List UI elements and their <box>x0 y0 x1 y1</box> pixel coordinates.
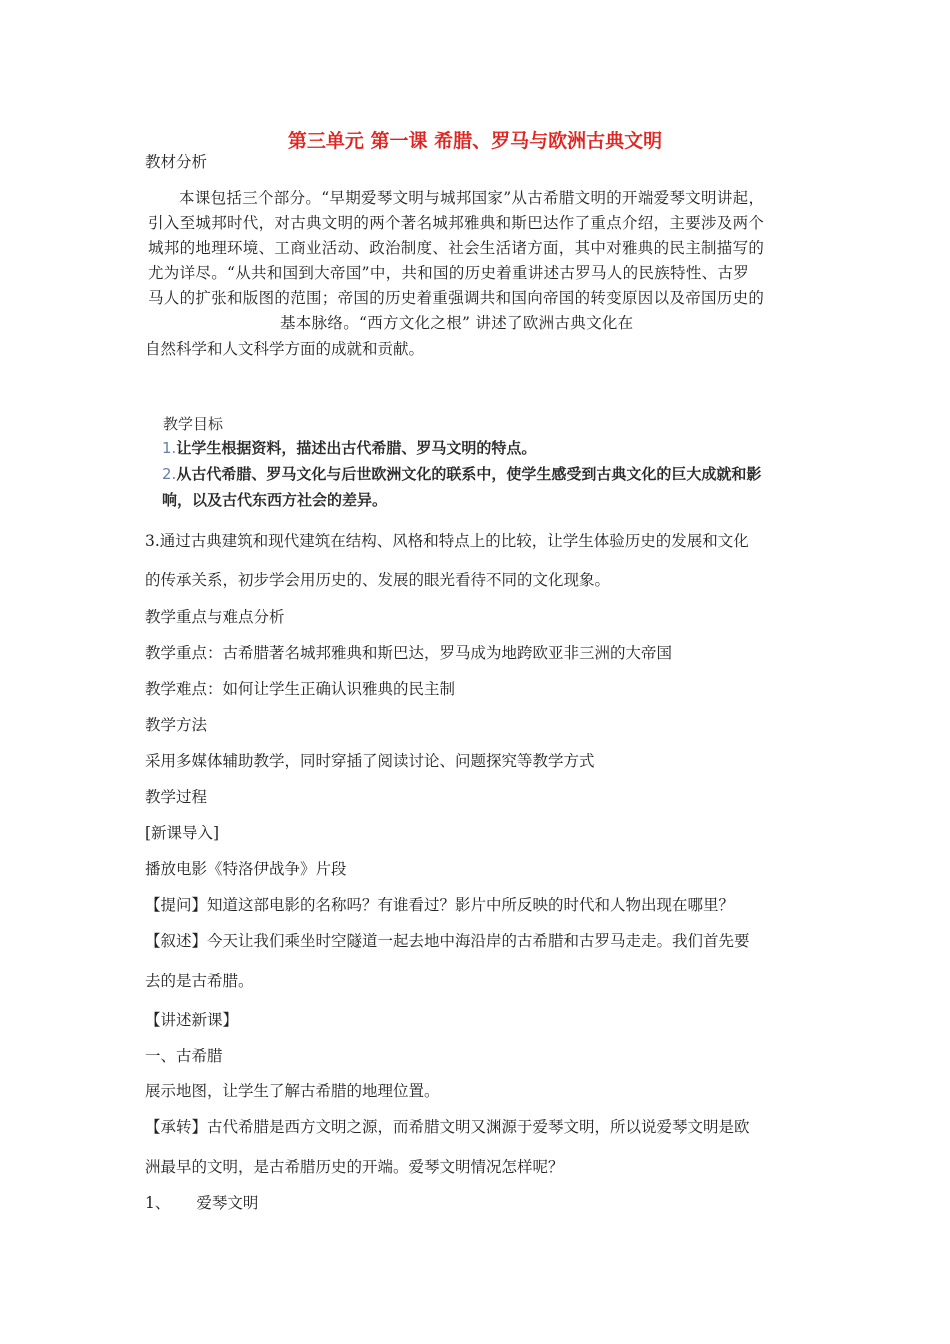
narrate-line: 【叙述】今天让我们乘坐时空隧道一起去地中海沿岸的古希腊和古罗马走走。我们首先要 <box>145 932 750 950</box>
subsection-1 <box>145 1193 258 1213</box>
show-map: 展示地图，让学生了解古希腊的地理位置。 <box>145 1082 440 1100</box>
intro-heading: [新课导入] <box>145 824 220 842</box>
subsection-number: 1、 <box>145 1194 171 1212</box>
question: 【提问】知道这部电影的名称吗？有谁看过？影片中所反映的时代和人物出现在哪里？ <box>145 896 735 914</box>
page-title: 第三单元 第一课 希腊、罗马与欧洲古典文明 <box>287 130 663 152</box>
analysis-line: 自然科学和人文科学方面的成就和贡献。 <box>145 340 425 358</box>
goals-heading: 教学目标 <box>163 415 224 433</box>
analysis-line: 马人的扩张和版图的范围；帝国的历史着重强调共和国向帝国的转变原因以及帝国历史的 <box>148 289 765 307</box>
analysis-line: 基本脉络。“西方文化之根” 讲述了欧洲古典文化在 <box>280 314 634 332</box>
goal-number: 2. <box>162 465 177 483</box>
analysis-heading: 教材分析 <box>145 153 208 171</box>
section-heading: 教学过程 <box>145 788 208 806</box>
analysis-line: 引入至城邦时代，对古典文明的两个著名城邦雅典和斯巴达作了重点介绍，主要涉及两个 <box>148 214 765 232</box>
goal-item-2 <box>162 464 761 484</box>
goal-item-2-cont: 响，以及古代东西方社会的差异。 <box>162 491 388 509</box>
transition-line: 【承转】古代希腊是西方文明之源，而希腊文明又渊源于爱琴文明，所以说爱琴文明是欧 <box>145 1118 750 1136</box>
intro-play: 播放电影《特洛伊战争》片段 <box>145 860 347 878</box>
key-point: 教学重点：古希腊著名城邦雅典和斯巴达，罗马成为地跨欧亚非三洲的大帝国 <box>145 644 673 662</box>
analysis-line: 本课包括三个部分。“早期爱琴文明与城邦国家”从古希腊文明的开端爱琴文明讲起， <box>179 189 765 207</box>
section-heading: 教学重点与难点分析 <box>145 608 285 626</box>
section-1-heading: 一、古希腊 <box>145 1047 223 1065</box>
subsection-text: 爱琴文明 <box>196 1194 259 1212</box>
section-heading: 教学方法 <box>145 716 208 734</box>
goal-text: 让学生根据资料，描述出古代希腊、罗马文明的特点。 <box>176 439 537 457</box>
goal-number: 1. <box>162 439 177 457</box>
difficulty: 教学难点：如何让学生正确认识雅典的民主制 <box>145 680 456 698</box>
narrate-line: 去的是古希腊。 <box>145 972 254 990</box>
new-lesson-heading: 【讲述新课】 <box>145 1011 239 1029</box>
goal-3-line: 3.通过古典建筑和现代建筑在结构、风格和特点上的比较，让学生体验历史的发展和文化 <box>145 532 749 550</box>
goal-item-1 <box>162 438 536 458</box>
method-text: 采用多媒体辅助教学，同时穿插了阅读讨论、问题探究等教学方式 <box>145 752 595 770</box>
transition-line: 洲最早的文明，是古希腊历史的开端。爱琴文明情况怎样呢？ <box>145 1158 564 1176</box>
goal-3-line: 的传承关系，初步学会用历史的、发展的眼光看待不同的文化现象。 <box>145 571 611 589</box>
analysis-line: 尤为详尽。“从共和国到大帝国”中，共和国的历史着重讲述古罗马人的民族特性、古罗 <box>148 264 750 282</box>
analysis-line: 城邦的地理环境、工商业活动、政治制度、社会生活诸方面，其中对雅典的民主制描写的 <box>148 239 765 257</box>
goal-text: 从古代希腊、罗马文化与后世欧洲文化的联系中，使学生感受到古典文化的巨大成就和影 <box>176 465 762 483</box>
